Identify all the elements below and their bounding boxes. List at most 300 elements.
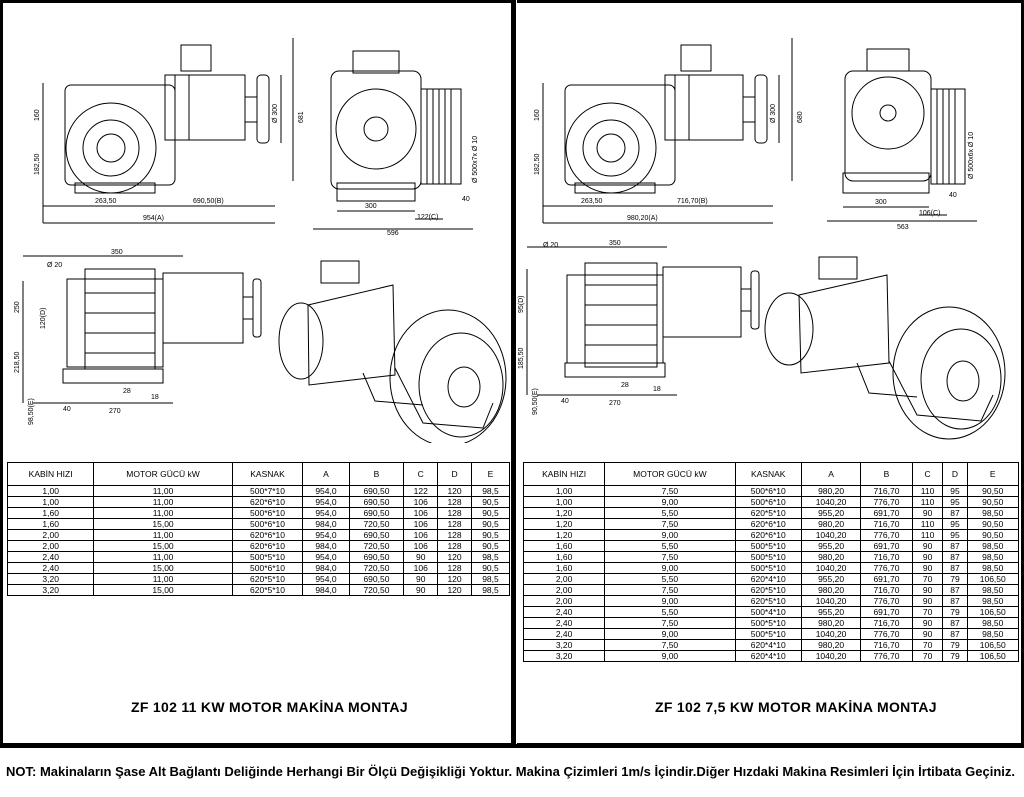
left-panel bbox=[0, 0, 512, 746]
table-row bbox=[524, 552, 1019, 563]
table-cell: 98,5 bbox=[471, 552, 509, 563]
table-cell: 11,00 bbox=[94, 530, 232, 541]
table-cell: 90,5 bbox=[471, 508, 509, 519]
left-dim-plan-250: 250 bbox=[14, 301, 21, 313]
left-dim-plan-270: 270 bbox=[109, 408, 121, 415]
table-cell: 120 bbox=[438, 552, 472, 563]
table-cell: 500*5*10 bbox=[735, 552, 801, 563]
table-cell: 98,50 bbox=[967, 585, 1019, 596]
table-cell: 98,50 bbox=[967, 563, 1019, 574]
table-cell: 110 bbox=[912, 530, 943, 541]
table-cell: 500*5*10 bbox=[735, 541, 801, 552]
table-header: KABİN HIZI bbox=[524, 463, 605, 486]
table-cell: 954,0 bbox=[303, 508, 349, 519]
table-cell: 716,70 bbox=[861, 640, 912, 651]
right-dim-side-40: 40 bbox=[949, 192, 957, 199]
table-cell: 500*5*10 bbox=[735, 629, 801, 640]
right-dim-side-sheave: Ø 500x6x Ø 10 bbox=[968, 131, 975, 179]
table-cell: 3,20 bbox=[8, 585, 94, 596]
table-cell: 11,00 bbox=[94, 508, 232, 519]
table-row bbox=[524, 497, 1019, 508]
left-dim-plan-18: 18 bbox=[151, 394, 159, 401]
table-cell: 776,70 bbox=[861, 651, 912, 662]
table-cell: 984,0 bbox=[303, 519, 349, 530]
table-row bbox=[8, 486, 510, 497]
table-cell: 690,50 bbox=[349, 508, 404, 519]
table-cell: 7,50 bbox=[605, 486, 735, 497]
table-row bbox=[524, 607, 1019, 618]
table-row bbox=[524, 486, 1019, 497]
table-cell: 500*5*10 bbox=[735, 563, 801, 574]
table-cell: 98,50 bbox=[967, 596, 1019, 607]
table-cell: 90 bbox=[912, 563, 943, 574]
table-row bbox=[8, 574, 510, 585]
table-cell: 620*6*10 bbox=[232, 497, 303, 508]
table-header: MOTOR GÜCÜ kW bbox=[94, 463, 232, 486]
table-row bbox=[524, 596, 1019, 607]
table-cell: 500*6*10 bbox=[735, 497, 801, 508]
table-cell: 500*5*10 bbox=[232, 552, 303, 563]
right-plan-view bbox=[527, 247, 759, 395]
table-cell: 980,20 bbox=[801, 552, 860, 563]
table-cell: 90 bbox=[404, 552, 438, 563]
table-cell: 955,20 bbox=[801, 508, 860, 519]
left-table-body bbox=[8, 486, 510, 596]
table-row bbox=[524, 541, 1019, 552]
table-cell: 954,0 bbox=[303, 486, 349, 497]
table-cell: 690,50 bbox=[349, 574, 404, 585]
table-cell: 620*5*10 bbox=[735, 585, 801, 596]
table-cell: 3,20 bbox=[524, 651, 605, 662]
left-panel-title: ZF 102 11 KW MOTOR MAKİNA MONTAJ bbox=[131, 699, 408, 715]
table-cell: 106,50 bbox=[967, 574, 1019, 585]
table-cell: 106 bbox=[404, 497, 438, 508]
table-cell: 11,00 bbox=[94, 552, 232, 563]
table-cell: 2,40 bbox=[524, 618, 605, 629]
table-cell: 776,70 bbox=[861, 596, 912, 607]
table-cell: 1,60 bbox=[524, 541, 605, 552]
table-cell: 87 bbox=[943, 629, 967, 640]
table-header: E bbox=[471, 463, 509, 486]
table-cell: 984,0 bbox=[303, 563, 349, 574]
right-dim-side-300: 300 bbox=[875, 199, 887, 206]
table-cell: 98,50 bbox=[967, 552, 1019, 563]
table-cell: 79 bbox=[943, 607, 967, 618]
table-cell: 90 bbox=[912, 618, 943, 629]
left-spec-table bbox=[7, 462, 510, 596]
table-cell: 1,00 bbox=[524, 497, 605, 508]
right-dim-plan-d: 95(D) bbox=[518, 295, 525, 313]
table-cell: 90 bbox=[912, 508, 943, 519]
table-cell: 716,70 bbox=[861, 618, 912, 629]
table-cell: 716,70 bbox=[861, 519, 912, 530]
table-cell: 106 bbox=[404, 508, 438, 519]
table-header: KABİN HIZI bbox=[8, 463, 94, 486]
table-cell: 87 bbox=[943, 552, 967, 563]
table-cell: 11,00 bbox=[94, 486, 232, 497]
table-cell: 15,00 bbox=[94, 519, 232, 530]
table-header: B bbox=[349, 463, 404, 486]
table-cell: 7,50 bbox=[605, 618, 735, 629]
table-cell: 87 bbox=[943, 618, 967, 629]
table-cell: 90 bbox=[912, 541, 943, 552]
right-dim-front-left: 263,50 bbox=[581, 198, 603, 205]
table-cell: 87 bbox=[943, 563, 967, 574]
table-row bbox=[524, 629, 1019, 640]
table-cell: 1,60 bbox=[8, 508, 94, 519]
table-cell: 1040,20 bbox=[801, 530, 860, 541]
table-row bbox=[8, 563, 510, 574]
table-cell: 980,20 bbox=[801, 640, 860, 651]
right-dim-front-182: 182,50 bbox=[534, 153, 541, 175]
table-cell: 120 bbox=[438, 486, 472, 497]
table-cell: 1,00 bbox=[8, 497, 94, 508]
table-cell: 500*7*10 bbox=[232, 486, 303, 497]
table-cell: 90,50 bbox=[967, 497, 1019, 508]
table-cell: 1,20 bbox=[524, 530, 605, 541]
left-dim-front-a: 954(A) bbox=[143, 215, 165, 222]
right-dim-plan-40: 40 bbox=[561, 398, 569, 405]
table-cell: 110 bbox=[912, 519, 943, 530]
table-header: KASNAK bbox=[735, 463, 801, 486]
table-cell: 955,20 bbox=[801, 541, 860, 552]
table-row bbox=[524, 640, 1019, 651]
table-cell: 1,60 bbox=[524, 563, 605, 574]
bottom-rule bbox=[0, 744, 1024, 748]
left-side-view bbox=[313, 51, 473, 229]
left-dim-plan-d: 120(D) bbox=[40, 307, 47, 329]
table-cell: 720,50 bbox=[349, 585, 404, 596]
right-dimension-labels bbox=[518, 104, 975, 415]
table-row bbox=[524, 519, 1019, 530]
table-cell: 690,50 bbox=[349, 530, 404, 541]
left-dim-plan-218: 218,50 bbox=[14, 351, 21, 373]
table-cell: 7,50 bbox=[605, 519, 735, 530]
table-cell: 95 bbox=[943, 519, 967, 530]
table-cell: 98,50 bbox=[967, 618, 1019, 629]
table-row bbox=[524, 618, 1019, 629]
left-dim-front-b: 690,50(B) bbox=[193, 198, 224, 205]
table-cell: 2,00 bbox=[524, 585, 605, 596]
table-cell: 120 bbox=[438, 574, 472, 585]
table-cell: 15,00 bbox=[94, 585, 232, 596]
table-cell: 2,00 bbox=[524, 574, 605, 585]
table-cell: 984,0 bbox=[303, 585, 349, 596]
table-cell: 79 bbox=[943, 651, 967, 662]
table-cell: 690,50 bbox=[349, 552, 404, 563]
right-dim-plan-350: 350 bbox=[609, 240, 621, 247]
left-plan-view bbox=[23, 256, 261, 403]
table-cell: 98,50 bbox=[967, 541, 1019, 552]
table-header: MOTOR GÜCÜ kW bbox=[605, 463, 735, 486]
table-header: A bbox=[801, 463, 860, 486]
table-cell: 70 bbox=[912, 640, 943, 651]
table-cell: 2,40 bbox=[524, 607, 605, 618]
table-row bbox=[524, 508, 1019, 519]
table-cell: 620*6*10 bbox=[232, 530, 303, 541]
table-row bbox=[8, 508, 510, 519]
left-iso-view bbox=[279, 261, 506, 443]
left-drawings bbox=[3, 23, 512, 443]
table-cell: 1,60 bbox=[524, 552, 605, 563]
table-cell: 5,50 bbox=[605, 574, 735, 585]
left-dim-front-left: 263,50 bbox=[95, 198, 117, 205]
table-cell: 95 bbox=[943, 530, 967, 541]
right-iso-view bbox=[765, 257, 1005, 439]
table-cell: 128 bbox=[438, 519, 472, 530]
table-cell: 620*6*10 bbox=[735, 530, 801, 541]
table-cell: 87 bbox=[943, 508, 967, 519]
table-cell: 2,00 bbox=[524, 596, 605, 607]
right-drawings bbox=[517, 23, 1021, 443]
left-dim-side-40: 40 bbox=[462, 196, 470, 203]
table-cell: 1040,20 bbox=[801, 497, 860, 508]
table-cell: 954,0 bbox=[303, 530, 349, 541]
table-cell: 7,50 bbox=[605, 640, 735, 651]
table-cell: 980,20 bbox=[801, 585, 860, 596]
table-cell: 1040,20 bbox=[801, 651, 860, 662]
table-cell: 691,70 bbox=[861, 574, 912, 585]
table-row bbox=[8, 497, 510, 508]
table-cell: 106 bbox=[404, 541, 438, 552]
table-cell: 90,5 bbox=[471, 563, 509, 574]
table-row bbox=[524, 651, 1019, 662]
table-cell: 90,50 bbox=[967, 519, 1019, 530]
table-cell: 106,50 bbox=[967, 651, 1019, 662]
table-cell: 90,50 bbox=[967, 486, 1019, 497]
table-cell: 128 bbox=[438, 563, 472, 574]
table-cell: 11,00 bbox=[94, 574, 232, 585]
table-cell: 106 bbox=[404, 563, 438, 574]
table-cell: 95 bbox=[943, 486, 967, 497]
table-cell: 9,00 bbox=[605, 629, 735, 640]
table-cell: 98,5 bbox=[471, 486, 509, 497]
left-dim-plan-40: 40 bbox=[63, 406, 71, 413]
right-panel-title: ZF 102 7,5 KW MOTOR MAKİNA MONTAJ bbox=[655, 699, 937, 715]
table-cell: 3,20 bbox=[524, 640, 605, 651]
left-dim-plan-e: 98,50(E) bbox=[28, 398, 35, 425]
table-cell: 955,20 bbox=[801, 574, 860, 585]
table-cell: 9,00 bbox=[605, 497, 735, 508]
table-cell: 620*6*10 bbox=[232, 541, 303, 552]
table-cell: 984,0 bbox=[303, 541, 349, 552]
table-cell: 90 bbox=[912, 629, 943, 640]
table-cell: 90 bbox=[404, 574, 438, 585]
right-table-body bbox=[524, 486, 1019, 662]
left-dim-plan-20: Ø 20 bbox=[47, 262, 63, 269]
table-row bbox=[524, 563, 1019, 574]
table-row bbox=[8, 585, 510, 596]
table-cell: 5,50 bbox=[605, 508, 735, 519]
table-row bbox=[524, 585, 1019, 596]
table-cell: 79 bbox=[943, 640, 967, 651]
table-cell: 716,70 bbox=[861, 585, 912, 596]
right-dim-plan-185: 185,50 bbox=[518, 347, 525, 369]
table-cell: 2,00 bbox=[8, 541, 94, 552]
left-dim-front-300: Ø 300 bbox=[272, 103, 279, 123]
table-cell: 500*6*10 bbox=[735, 486, 801, 497]
left-table-header-row bbox=[8, 463, 510, 486]
table-cell: 9,00 bbox=[605, 530, 735, 541]
right-dim-plan-28: 28 bbox=[621, 382, 629, 389]
table-cell: 980,20 bbox=[801, 519, 860, 530]
table-cell: 1040,20 bbox=[801, 629, 860, 640]
table-cell: 90 bbox=[912, 596, 943, 607]
right-dim-front-300: Ø 300 bbox=[770, 103, 777, 123]
table-cell: 70 bbox=[912, 607, 943, 618]
left-dim-front-182: 182,50 bbox=[34, 153, 41, 175]
table-cell: 90 bbox=[912, 585, 943, 596]
right-dim-plan-e: 90,50(E) bbox=[532, 388, 539, 415]
table-cell: 98,5 bbox=[471, 585, 509, 596]
table-cell: 720,50 bbox=[349, 541, 404, 552]
table-cell: 980,20 bbox=[801, 618, 860, 629]
table-cell: 776,70 bbox=[861, 530, 912, 541]
table-cell: 954,0 bbox=[303, 574, 349, 585]
table-cell: 90,50 bbox=[967, 530, 1019, 541]
table-cell: 500*5*10 bbox=[735, 618, 801, 629]
table-cell: 2,40 bbox=[8, 552, 94, 563]
table-cell: 110 bbox=[912, 497, 943, 508]
table-cell: 128 bbox=[438, 530, 472, 541]
table-header: B bbox=[861, 463, 912, 486]
table-cell: 620*4*10 bbox=[735, 651, 801, 662]
table-cell: 620*6*10 bbox=[735, 519, 801, 530]
table-cell: 620*5*10 bbox=[735, 596, 801, 607]
table-header: E bbox=[967, 463, 1019, 486]
center-divider bbox=[511, 0, 516, 746]
table-cell: 1,20 bbox=[524, 508, 605, 519]
table-cell: 11,00 bbox=[94, 497, 232, 508]
table-cell: 500*6*10 bbox=[232, 519, 303, 530]
right-dim-front-a: 980,20(A) bbox=[627, 215, 658, 222]
table-cell: 620*4*10 bbox=[735, 640, 801, 651]
table-cell: 1040,20 bbox=[801, 596, 860, 607]
table-cell: 1,20 bbox=[524, 519, 605, 530]
table-cell: 9,00 bbox=[605, 651, 735, 662]
table-cell: 15,00 bbox=[94, 563, 232, 574]
table-cell: 15,00 bbox=[94, 541, 232, 552]
right-dim-plan-20: Ø 20 bbox=[543, 242, 559, 249]
table-cell: 620*5*10 bbox=[232, 574, 303, 585]
right-table-header-row bbox=[524, 463, 1019, 486]
table-cell: 690,50 bbox=[349, 486, 404, 497]
left-dim-side-sheave: Ø 500x7x Ø 10 bbox=[472, 135, 479, 183]
table-cell: 7,50 bbox=[605, 585, 735, 596]
table-header: C bbox=[912, 463, 943, 486]
table-cell: 9,00 bbox=[605, 596, 735, 607]
table-cell: 79 bbox=[943, 574, 967, 585]
table-cell: 87 bbox=[943, 596, 967, 607]
right-dim-front-b: 716,70(B) bbox=[677, 198, 708, 205]
table-cell: 90,5 bbox=[471, 497, 509, 508]
table-cell: 2,00 bbox=[8, 530, 94, 541]
left-dim-front-681: 681 bbox=[298, 111, 305, 123]
right-dim-side-106: 106(C) bbox=[919, 210, 941, 217]
table-cell: 776,70 bbox=[861, 629, 912, 640]
left-technical-drawing bbox=[3, 23, 512, 443]
table-cell: 110 bbox=[912, 486, 943, 497]
table-cell: 776,70 bbox=[861, 563, 912, 574]
table-cell: 70 bbox=[912, 574, 943, 585]
table-cell: 2,40 bbox=[524, 629, 605, 640]
table-row bbox=[524, 530, 1019, 541]
table-cell: 954,0 bbox=[303, 552, 349, 563]
table-cell: 1040,20 bbox=[801, 563, 860, 574]
table-cell: 106 bbox=[404, 530, 438, 541]
table-cell: 2,40 bbox=[8, 563, 94, 574]
table-cell: 690,50 bbox=[349, 497, 404, 508]
table-header: D bbox=[438, 463, 472, 486]
table-cell: 720,50 bbox=[349, 563, 404, 574]
right-dim-front-160: 160 bbox=[534, 109, 541, 121]
table-header: C bbox=[404, 463, 438, 486]
table-header: D bbox=[943, 463, 967, 486]
table-cell: 7,50 bbox=[605, 552, 735, 563]
table-cell: 106,50 bbox=[967, 640, 1019, 651]
table-cell: 691,70 bbox=[861, 541, 912, 552]
right-dim-front-680: 680 bbox=[797, 111, 804, 123]
table-cell: 955,20 bbox=[801, 607, 860, 618]
table-cell: 500*6*10 bbox=[232, 563, 303, 574]
table-cell: 720,50 bbox=[349, 519, 404, 530]
table-row bbox=[8, 552, 510, 563]
table-cell: 5,50 bbox=[605, 541, 735, 552]
table-cell: 95 bbox=[943, 497, 967, 508]
table-row bbox=[524, 574, 1019, 585]
table-cell: 90,5 bbox=[471, 530, 509, 541]
table-cell: 128 bbox=[438, 508, 472, 519]
table-row bbox=[8, 519, 510, 530]
table-cell: 1,00 bbox=[8, 486, 94, 497]
table-cell: 87 bbox=[943, 541, 967, 552]
table-cell: 106,50 bbox=[967, 607, 1019, 618]
table-cell: 716,70 bbox=[861, 552, 912, 563]
table-cell: 5,50 bbox=[605, 607, 735, 618]
right-spec-table bbox=[523, 462, 1019, 662]
table-cell: 954,0 bbox=[303, 497, 349, 508]
table-cell: 70 bbox=[912, 651, 943, 662]
table-cell: 9,00 bbox=[605, 563, 735, 574]
table-row bbox=[8, 530, 510, 541]
table-cell: 1,60 bbox=[8, 519, 94, 530]
left-front-view bbox=[43, 38, 293, 223]
right-dim-plan-18: 18 bbox=[653, 386, 661, 393]
left-dim-side-122: 122(C) bbox=[417, 214, 439, 221]
table-cell: 122 bbox=[404, 486, 438, 497]
table-row bbox=[8, 541, 510, 552]
left-dim-front-160: 160 bbox=[34, 109, 41, 121]
table-cell: 3,20 bbox=[8, 574, 94, 585]
table-cell: 691,70 bbox=[861, 508, 912, 519]
table-cell: 620*5*10 bbox=[232, 585, 303, 596]
table-cell: 776,70 bbox=[861, 497, 912, 508]
table-cell: 620*4*10 bbox=[735, 574, 801, 585]
table-cell: 128 bbox=[438, 541, 472, 552]
table-cell: 106 bbox=[404, 519, 438, 530]
left-dim-plan-28: 28 bbox=[123, 388, 131, 395]
table-header: KASNAK bbox=[232, 463, 303, 486]
table-cell: 500*6*10 bbox=[232, 508, 303, 519]
left-dim-side-596: 596 bbox=[387, 230, 399, 237]
right-front-view bbox=[543, 38, 792, 223]
table-header: A bbox=[303, 463, 349, 486]
right-dim-side-563: 563 bbox=[897, 224, 909, 231]
table-cell: 500*4*10 bbox=[735, 607, 801, 618]
table-cell: 716,70 bbox=[861, 486, 912, 497]
table-cell: 691,70 bbox=[861, 607, 912, 618]
table-cell: 90 bbox=[404, 585, 438, 596]
